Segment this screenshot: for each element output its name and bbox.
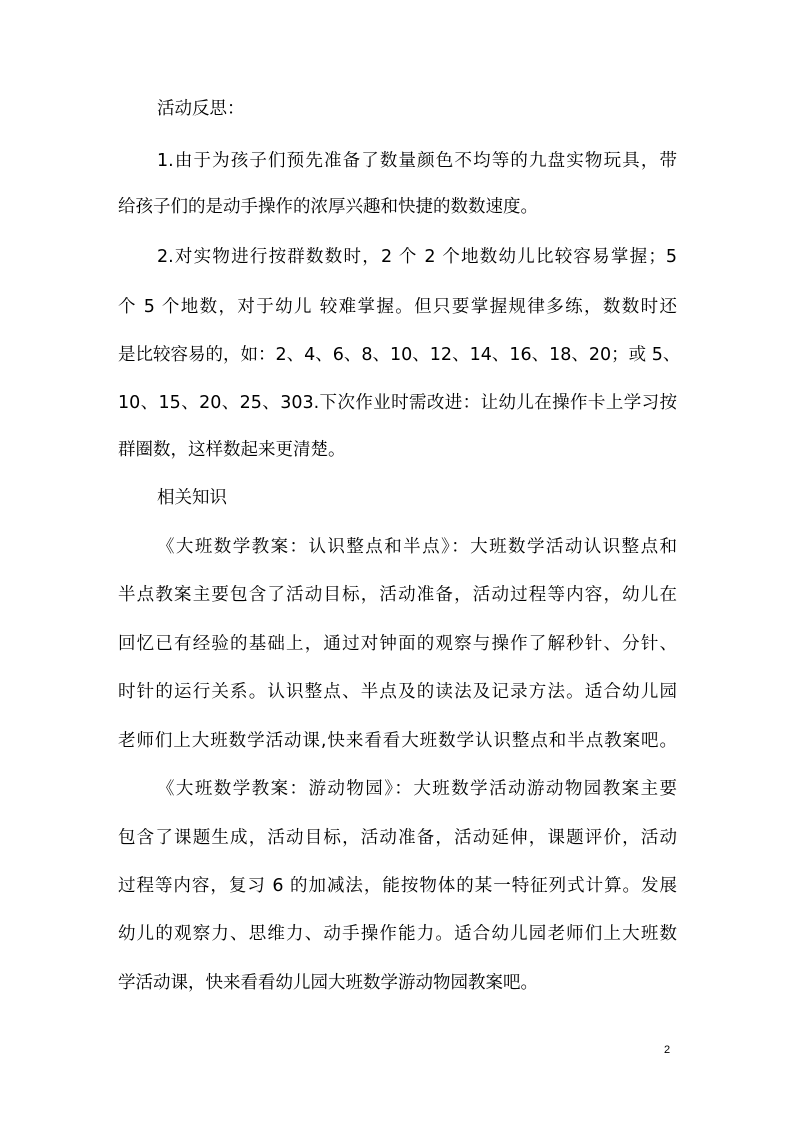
related-item1-line3: 回忆已有经验的基础上，通过对钟面的观察与操作了解秒针、分针、 bbox=[118, 634, 677, 654]
related-item2-line5: 学活动课，快来看看幼儿园大班数学游动物园教案吧。 bbox=[118, 973, 538, 993]
reflection-point1-line1: 1.由于为孩子们预先准备了数量颜色不均等的九盘实物玩具，带 bbox=[157, 151, 677, 171]
reflection-point2-line5: 群圈数，这样数起来更清楚。 bbox=[118, 440, 346, 460]
related-item2-line4: 幼儿的观察力、思维力、动手操作能力。适合幼儿园老师们上大班数 bbox=[118, 924, 677, 944]
related-item1-line4: 时针的运行关系。认识整点、半点及的读法及记录方法。适合幼儿园 bbox=[118, 682, 677, 702]
reflection-point1-line2: 给孩子们的是动手操作的浓厚兴趣和快捷的数数速度。 bbox=[118, 197, 538, 217]
reflection-point2-line4: 10、15、20、25、303.下次作业时需改进：让幼儿在操作卡上学习按 bbox=[118, 393, 677, 413]
related-item1-line5: 老师们上大班数学活动课,快来看看大班数学认识整点和半点教案吧。 bbox=[118, 731, 677, 751]
page-number: 2 bbox=[664, 1044, 671, 1056]
related-item2-line2: 包含了课题生成，活动目标，活动准备，活动延伸，课题评价，活动 bbox=[118, 828, 677, 848]
related-item1-line1: 《大班数学教案：认识整点和半点》：大班数学活动认识整点和 bbox=[157, 537, 677, 557]
reflection-point2-line2: 个 5 个地数，对于幼儿 较难掌握。但只要掌握规律多练，数数时还 bbox=[118, 297, 677, 317]
reflection-heading: 活动反思： bbox=[157, 99, 245, 119]
related-heading: 相关知识 bbox=[157, 488, 227, 508]
related-item2-line3: 过程等内容，复习 6 的加减法，能按物体的某一特征列式计算。发展 bbox=[118, 876, 677, 896]
reflection-point2-line3: 是比较容易的，如：2、4、6、8、10、12、14、16、18、20；或 5、 bbox=[118, 345, 681, 365]
related-item2-line1: 《大班数学教案：游动物园》：大班数学活动游动物园教案主要 bbox=[157, 779, 677, 799]
reflection-point2-line1: 2.对实物进行按群数数时，2 个 2 个地数幼儿比较容易掌握；5 bbox=[157, 247, 677, 267]
related-item1-line2: 半点教案主要包含了活动目标，活动准备，活动过程等内容，幼儿在 bbox=[118, 585, 677, 605]
